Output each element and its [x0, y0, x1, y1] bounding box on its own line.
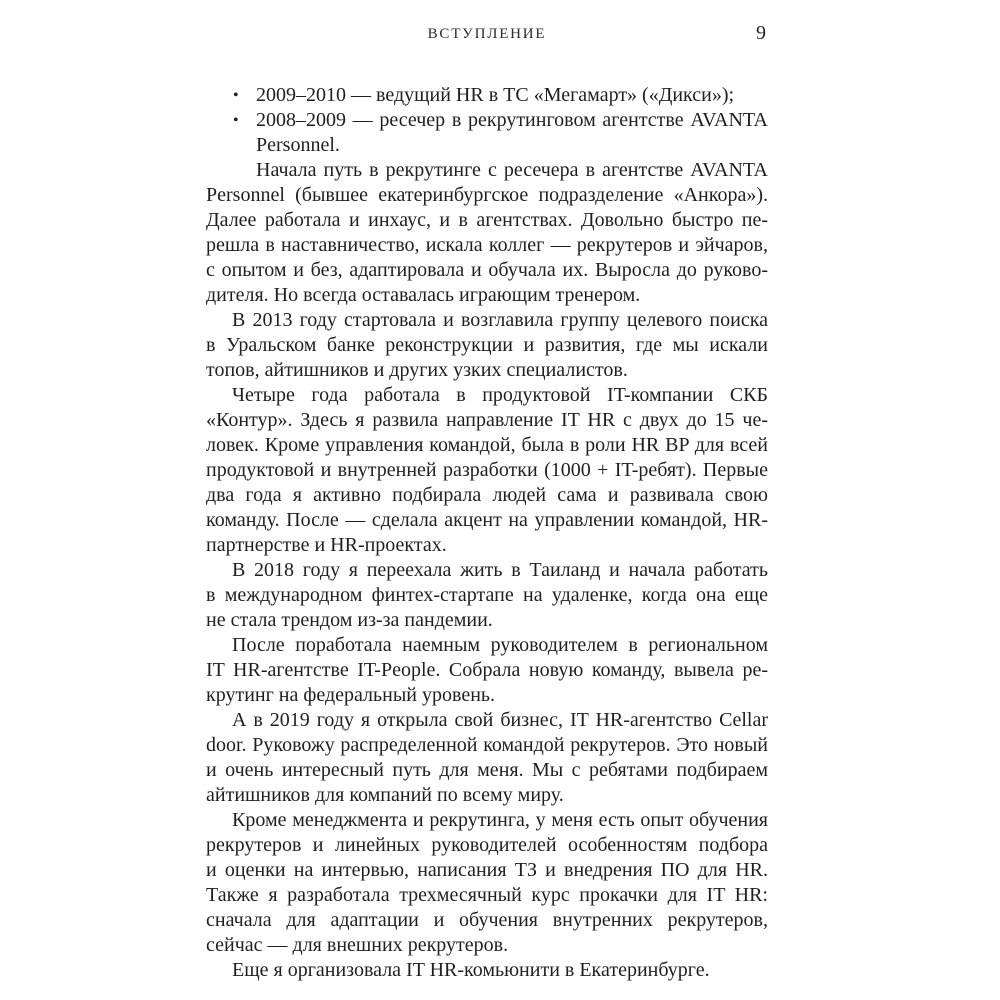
bullet-lines: [256, 83, 768, 108]
paragraph: [206, 158, 768, 308]
text-line: сейчас — для внешних рекрутеров.: [206, 934, 509, 956]
text-line: продуктовой и внутренней разработки (1000 + IT-ребят). Первые: [206, 459, 768, 481]
text-line: и очень интересный путь для меня. Мы с ребятами подбираем: [206, 759, 768, 781]
text-block: [206, 83, 768, 983]
text-line: Еще я организовала IT HR-комьюнити в Екатеринбурге.: [232, 959, 710, 981]
text-line: сначала для адаптации и обучения внутренних рекрутеров,: [206, 909, 768, 931]
text-line: топов, айтишников и других узких специалистов.: [206, 359, 628, 381]
text-line: в Уральском банке реконструкции и развития, где мы искали: [206, 334, 768, 356]
text-line: Кроме менеджмента и рекрутинга, у меня есть опыт обучения: [232, 809, 768, 831]
paragraph: [206, 383, 768, 558]
text-line: команду. После — сделала акцент на управлении командой, HR-: [206, 509, 768, 531]
text-line: решла в наставничество, искала коллег — рекрутеров и эйчаров,: [206, 234, 768, 256]
paragraph: [206, 308, 768, 383]
chapter-header: ВСТУПЛЕНИЕ: [427, 26, 547, 42]
text-line: В 2018 году я переехала жить в Таиланд и начала работать: [232, 559, 768, 581]
bullet-item: [206, 83, 768, 108]
paragraph: [206, 808, 768, 958]
text-line: два года я активно подбирала людей сама и развивала свою: [206, 484, 768, 506]
text-line: и оценки на интервью, написания ТЗ и внедрения ПО для HR.: [206, 859, 768, 881]
text-line: Начала путь в рекрутинге с ресечера в агентстве AVANTA: [256, 159, 768, 181]
page-number: 9: [756, 22, 766, 44]
text-line: door. Руковожу распределенной командой рекрутеров. Это новый: [206, 734, 768, 756]
text-line: 2009–2010 — ведущий HR в ТС «Мегамарт» («Дикси»);: [256, 84, 735, 106]
text-line: дителя. Но всегда оставалась играющим тренером.: [206, 284, 641, 306]
paragraph: [206, 708, 768, 808]
text-line: Personnel (бывшее екатеринбургское подразделение «Анкора»).: [206, 184, 768, 206]
paragraph: [206, 958, 768, 983]
bullet-icon: •: [233, 112, 239, 129]
text-line: рекрутеров и линейных руководителей особенностям подбора: [206, 834, 768, 856]
text-line: После поработала наемным руководителем в региональном: [232, 634, 768, 656]
text-line: В 2013 году стартовала и возглавила группу целевого поиска: [232, 309, 768, 331]
text-line: Personnel.: [256, 134, 340, 156]
bullet-item: [206, 108, 768, 158]
text-line: в международном финтех-стартапе на удаленке, когда она еще: [206, 584, 768, 606]
text-line: 2008–2009 — ресечер в рекрутинговом агентстве AVANTA: [256, 109, 768, 131]
text-line: с опытом и без, адаптировала и обучала их. Выросла до руково-: [206, 259, 768, 281]
text-line: айтишников для компаний по всему миру.: [206, 784, 564, 806]
bullet-lines: [256, 108, 768, 158]
running-head: [206, 22, 768, 46]
bullet-icon: •: [233, 87, 239, 104]
text-line: Далее работала и инхаус, и в агентствах. Довольно быстро пе-: [206, 209, 768, 231]
text-line: «Контур». Здесь я развила направление IT HR с двух до 15 че-: [206, 409, 768, 431]
text-line: Также я разработала трехмесячный курс прокачки для IT HR:: [206, 884, 768, 906]
text-line: А в 2019 году я открыла свой бизнес, IT HR-агентство Cellar: [232, 709, 768, 731]
text-line: Четыре года работала в продуктовой IT-компании СКБ: [232, 384, 768, 406]
text-line: крутинг на федеральный уровень.: [206, 684, 496, 706]
text-line: партнерстве и HR-проектах.: [206, 534, 447, 556]
text-line: не стала трендом из-за пандемии.: [206, 609, 493, 631]
text-line: IT HR-агентстве IT-People. Собрала новую команду, вывела ре-: [206, 659, 768, 681]
paragraph: [206, 558, 768, 633]
text-line: ловек. Кроме управления командой, была в роли HR BP для всей: [206, 434, 768, 456]
paragraph: [206, 633, 768, 708]
